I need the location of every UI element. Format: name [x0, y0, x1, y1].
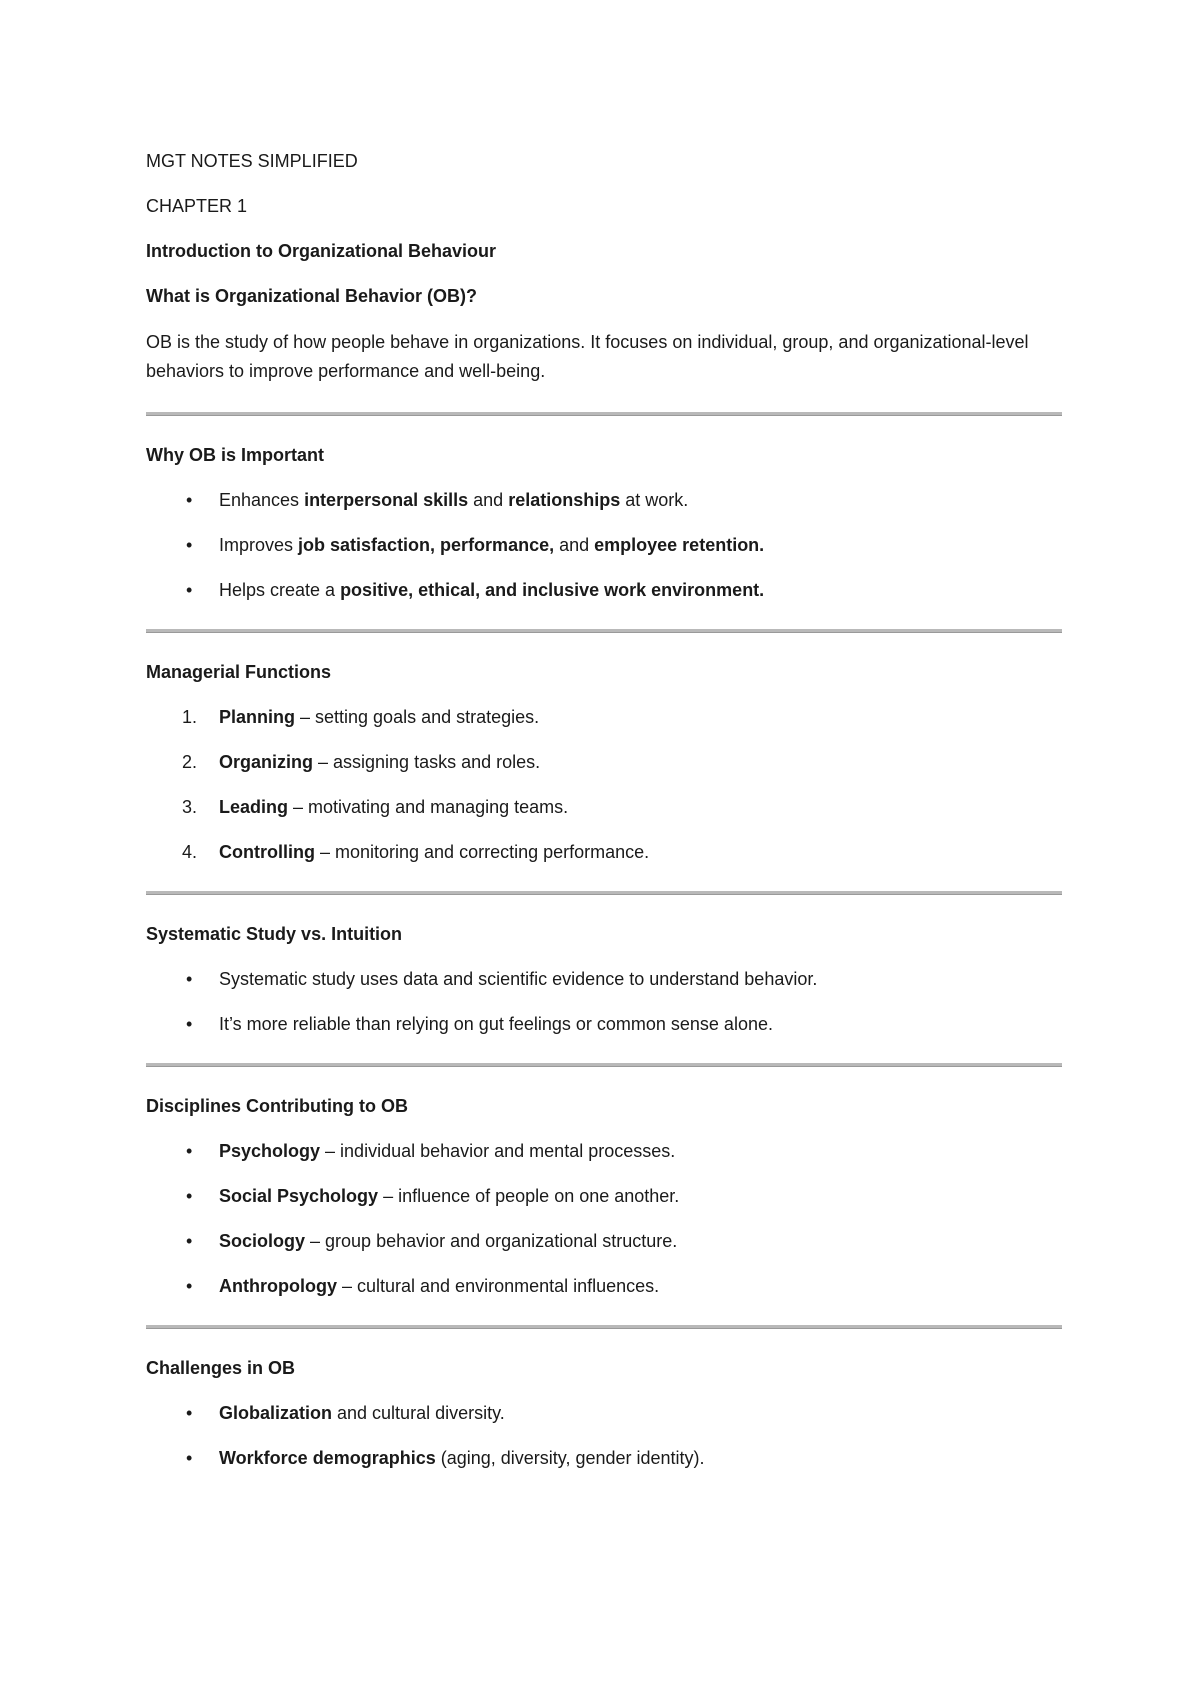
- list-item: • Improves job satisfaction, performance, and employee retention.: [146, 532, 1062, 558]
- bullet-icon: •: [186, 1014, 193, 1034]
- list-number: 4.: [182, 842, 198, 862]
- bullet-icon: •: [186, 1276, 193, 1296]
- bullet-icon: •: [186, 490, 193, 510]
- list-item: • Workforce demographics (aging, diversity, gender identity).: [146, 1445, 1062, 1471]
- why-important-list: [146, 487, 1062, 603]
- bullet-icon: •: [186, 580, 193, 600]
- list-item: 4. Controlling – monitoring and correcting performance.: [146, 839, 1062, 865]
- list-number: 2.: [182, 752, 198, 772]
- section-heading-disciplines: Disciplines Contributing to OB: [146, 1096, 408, 1116]
- section-heading-why-important: Why OB is Important: [146, 445, 325, 465]
- bullet-icon: •: [186, 1231, 193, 1251]
- systematic-study-list: [146, 966, 1062, 1037]
- list-item: • Helps create a positive, ethical, and inclusive work environment.: [146, 577, 1062, 603]
- list-item: • Social Psychology – influence of people on one another.: [146, 1183, 1062, 1209]
- horizontal-divider: [146, 891, 1062, 895]
- bullet-icon: •: [186, 535, 193, 555]
- list-item: • Globalization and cultural diversity.: [146, 1400, 1062, 1426]
- list-item: • Anthropology – cultural and environmental influences.: [146, 1273, 1062, 1299]
- list-item: 2. Organizing – assigning tasks and roles.: [146, 749, 1062, 775]
- chapter-label: CHAPTER 1: [146, 196, 248, 216]
- list-item: • Psychology – individual behavior and mental processes.: [146, 1138, 1062, 1164]
- horizontal-divider: [146, 412, 1062, 416]
- intro-body: OB is the study of how people behave in organizations. It focuses on individual, group, and organizational-level behaviors to improve performance and well-being.: [146, 332, 1029, 381]
- horizontal-divider: [146, 1063, 1062, 1067]
- section-heading-managerial-functions: Managerial Functions: [146, 662, 332, 682]
- managerial-functions-list: [146, 704, 1062, 865]
- doc-title: MGT NOTES SIMPLIFIED: [146, 151, 358, 171]
- bullet-icon: •: [186, 1448, 193, 1468]
- horizontal-divider: [146, 1325, 1062, 1329]
- list-item: 3. Leading – motivating and managing teams.: [146, 794, 1062, 820]
- chapter-title: Introduction to Organizational Behaviour: [146, 241, 497, 261]
- section-heading-systematic-study: Systematic Study vs. Intuition: [146, 924, 403, 944]
- list-number: 1.: [182, 707, 198, 727]
- list-number: 3.: [182, 797, 198, 817]
- list-item: 1. Planning – setting goals and strategies.: [146, 704, 1062, 730]
- list-item: • Enhances interpersonal skills and relationships at work.: [146, 487, 1062, 513]
- bullet-icon: •: [186, 1186, 193, 1206]
- section-heading-challenges: Challenges in OB: [146, 1358, 296, 1378]
- bullet-icon: •: [186, 969, 193, 989]
- disciplines-list: [146, 1138, 1062, 1299]
- intro-heading: What is Organizational Behavior (OB)?: [146, 286, 478, 306]
- list-item: • It’s more reliable than relying on gut feelings or common sense alone.: [146, 1011, 1062, 1037]
- bullet-icon: •: [186, 1403, 193, 1423]
- bullet-icon: •: [186, 1141, 193, 1161]
- horizontal-divider: [146, 629, 1062, 633]
- list-item: • Sociology – group behavior and organizational structure.: [146, 1228, 1062, 1254]
- document-page: [146, 148, 1062, 1490]
- challenges-list: [146, 1400, 1062, 1471]
- list-item: • Systematic study uses data and scientific evidence to understand behavior.: [146, 966, 1062, 992]
